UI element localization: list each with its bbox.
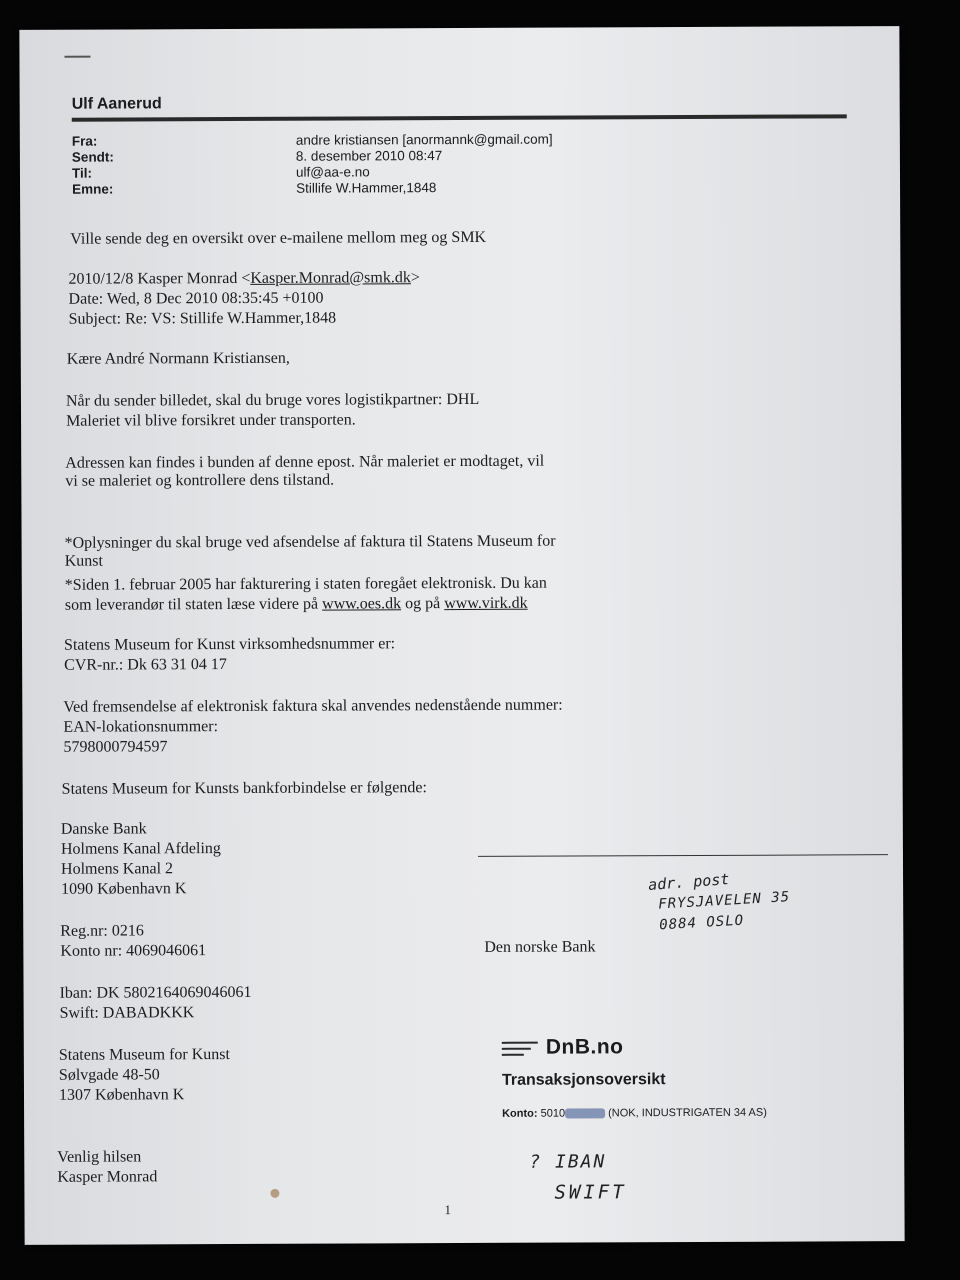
field-value-sent: 8. desember 2010 08:47 bbox=[295, 148, 443, 164]
bank-line: Danske Bank bbox=[60, 820, 147, 838]
quoted-subject: Subject: Re: VS: Stillife W.Hammer,1848 bbox=[68, 309, 337, 328]
body-line: Når du sender billedet, skal du bruge vores logistikpartner: DHL bbox=[65, 390, 480, 410]
ean-intro: Ved fremsendelse af elektronisk faktura skal anvendes nedenstående nummer: bbox=[63, 696, 563, 716]
dnb-account-prefix: 5010 bbox=[540, 1107, 566, 1120]
body-text-span: som leverandør til staten læse videre på bbox=[64, 595, 323, 614]
swift: Swift: DABADKKK bbox=[59, 1004, 195, 1022]
field-value-subject: Stillife W.Hammer,1848 bbox=[296, 180, 437, 196]
page-number: 1 bbox=[444, 1202, 452, 1218]
bank-line: 1090 København K bbox=[61, 880, 187, 898]
field-label-to: Til: bbox=[71, 165, 93, 181]
field-value-from: andre kristiansen [anormannk@gmail.com] bbox=[295, 131, 553, 148]
account-number: Konto nr: 4069046061 bbox=[60, 942, 207, 960]
link-oes[interactable]: www.oes.dk bbox=[322, 595, 402, 613]
signature-line bbox=[478, 854, 888, 857]
quoted-from bbox=[68, 268, 420, 290]
dnb-account-line bbox=[502, 1107, 767, 1120]
address-line: Statens Museum for Kunst bbox=[58, 1046, 230, 1064]
bank-line: Holmens Kanal 2 bbox=[60, 860, 174, 878]
cvr-number: CVR-nr.: Dk 63 31 04 17 bbox=[64, 656, 227, 674]
bank-name-norway: Den norske Bank bbox=[484, 938, 596, 956]
handwritten-note: 0884 OSLO bbox=[658, 912, 745, 934]
dnb-account-label: Konto: bbox=[502, 1107, 538, 1120]
bank-intro: Statens Museum for Kunsts bankforbindelse er følgende: bbox=[61, 779, 427, 798]
dnb-account-suffix: (NOK, INDUSTRIGATEN 34 AS) bbox=[608, 1106, 767, 1120]
ean-number: 5798000794597 bbox=[63, 738, 168, 756]
address-line: Sølvgade 48-50 bbox=[58, 1066, 160, 1084]
closing: Venlig hilsen bbox=[57, 1148, 142, 1166]
handwritten-note: adr. post bbox=[647, 870, 730, 895]
address-line: 1307 København K bbox=[58, 1086, 185, 1104]
ean-label: EAN-lokationsnummer: bbox=[63, 718, 219, 736]
dnb-title: Transaksjonsoversikt bbox=[501, 1071, 666, 1089]
field-label-from: Fra: bbox=[71, 133, 98, 149]
dnb-logo-icon bbox=[502, 1042, 538, 1062]
body-line: Kunst bbox=[64, 552, 103, 570]
body-line: vi se maleriet og kontrollere dens tilstand. bbox=[65, 471, 335, 490]
quoted-from-prefix: 2010/12/8 Kasper Monrad < bbox=[68, 269, 251, 288]
document-page bbox=[19, 26, 904, 1245]
handwritten-note: ? IBAN bbox=[529, 1151, 607, 1173]
iban: Iban: DK 5802164069046061 bbox=[59, 983, 252, 1002]
dnb-logo: DnB.no bbox=[545, 1035, 624, 1059]
greeting: Kære André Normann Kristiansen, bbox=[66, 349, 290, 368]
body-line: Adressen kan findes i bunden af denne epost. Når maleriet er modtaget, vil bbox=[65, 452, 545, 472]
body-line: *Siden 1. februar 2005 har fakturering i staten foregået elektronisk. Du kan bbox=[64, 574, 547, 594]
field-value-to: ulf@aa-e.no bbox=[295, 164, 370, 180]
body-line: Maleriet vil blive forsikret under transporten. bbox=[66, 411, 356, 430]
field-label-sent: Sendt: bbox=[71, 149, 114, 165]
cvr-label: Statens Museum for Kunst virksomhedsnummer er: bbox=[64, 635, 396, 654]
quoted-from-email[interactable]: Kasper.Monrad@smk.dk bbox=[250, 269, 411, 287]
signature-name: Kasper Monrad bbox=[57, 1168, 158, 1186]
intro-text: Ville sende deg en oversikt over e-mailene mellom meg og SMK bbox=[70, 228, 487, 248]
redaction-scribble bbox=[565, 1108, 605, 1118]
link-virk[interactable]: www.virk.dk bbox=[444, 594, 528, 613]
body-line: *Oplysninger du skal bruge ved afsendelse af faktura til Statens Museum for bbox=[64, 532, 556, 552]
header-name: Ulf Aanerud bbox=[71, 95, 162, 113]
body-line bbox=[65, 594, 528, 616]
top-mark bbox=[64, 56, 90, 58]
quoted-from-suffix: > bbox=[410, 269, 420, 287]
body-text-span: og på bbox=[401, 595, 445, 613]
handwritten-note: SWIFT bbox=[554, 1181, 627, 1204]
field-label-subject: Emne: bbox=[72, 181, 114, 197]
paper-stain bbox=[270, 1189, 279, 1198]
quoted-date: Date: Wed, 8 Dec 2010 08:35:45 +0100 bbox=[68, 289, 324, 308]
header-rule bbox=[72, 114, 847, 121]
bank-line: Holmens Kanal Afdeling bbox=[60, 840, 221, 858]
reg-number: Reg.nr: 0216 bbox=[60, 922, 144, 940]
handwritten-note: FRYSJAVELEN 35 bbox=[657, 889, 791, 913]
